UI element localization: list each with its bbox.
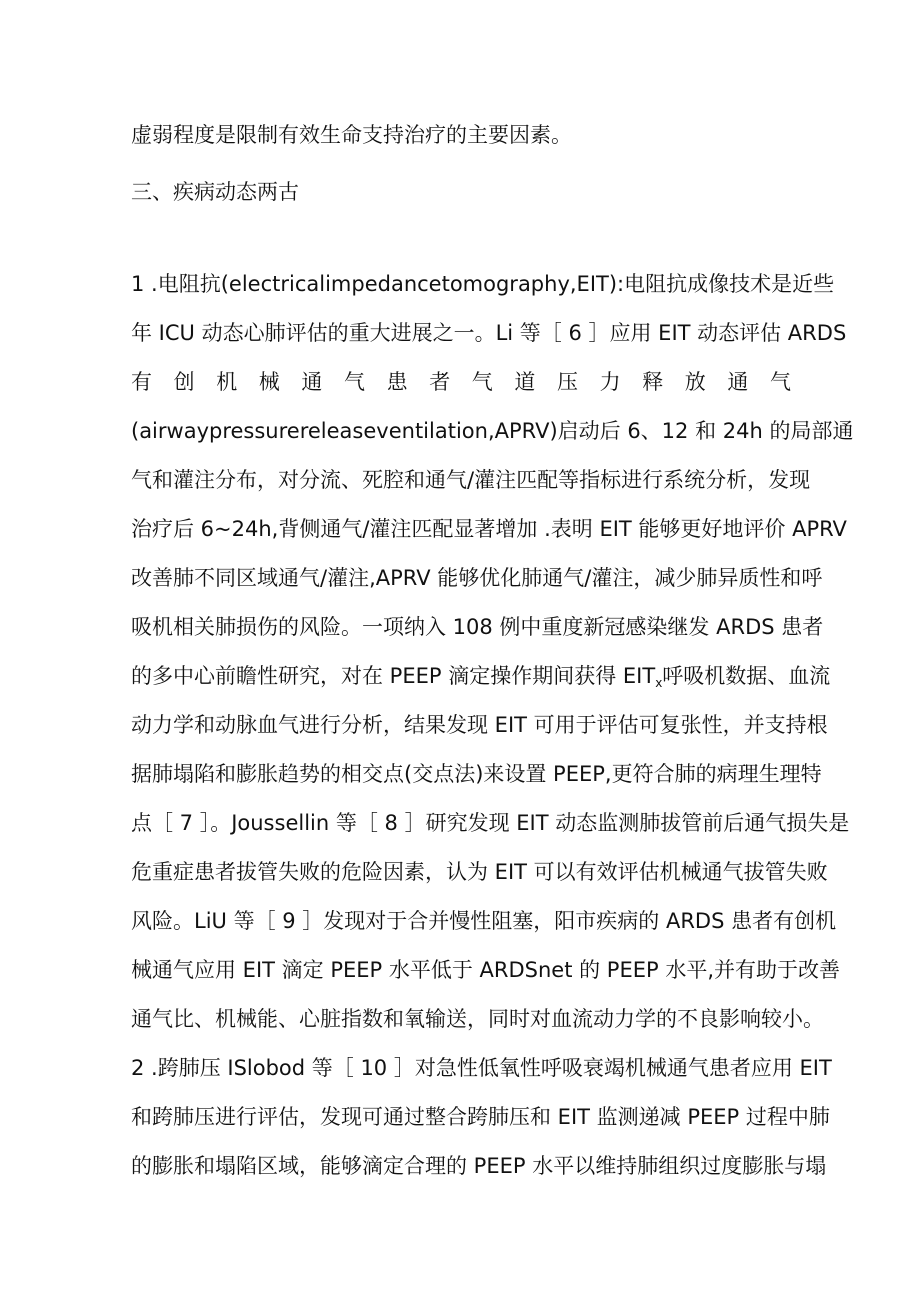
subscript: x (655, 676, 663, 690)
section-heading: 三、疾病动态两古 (131, 180, 299, 204)
paragraph-line: 虚弱程度是限制有效生命支持治疗的主要因素。 (131, 123, 572, 147)
paragraph-line: 年 ICU 动态心肺评估的重大进展之一。Li 等［ 6 ］应用 EIT 动态评估 ARDS (131, 321, 847, 345)
paragraph-line: 1 .电阻抗(electricalimpedancetomography,EIT):电阻抗成像技术是近些 (131, 272, 835, 296)
paragraph-line: 风险。LiU 等［ 9 ］发现对于合并慢性阻塞，阳市疾病的 ARDS 患者有创机 (131, 909, 837, 933)
paragraph-line (131, 661, 831, 691)
paragraph-line: (airwaypressurereleaseventilation,APRV)启动后 6、12 和 24h 的局部通 (131, 419, 854, 443)
paragraph-line: 据肺塌陷和膨胀趋势的相交点(交点法)来设置 PEEP,更符合肺的病理生理特 (131, 762, 822, 786)
paragraph-line: 械通气应用 EIT 滴定 PEEP 水平低于 ARDSnet 的 PEEP 水平,并有助于改善 (131, 958, 841, 982)
paragraph-text: 的多中心前瞻性研究，对在 PEEP 滴定操作期间获得 EIT (131, 664, 656, 688)
paragraph-line: 改善肺不同区域通气/灌注,APRV 能够优化肺通气/灌注，减少肺异质性和呼 (131, 566, 823, 590)
paragraph-line: 危重症患者拔管失败的危险因素，认为 EIT 可以有效评估机械通气拔管失败 (131, 860, 828, 884)
paragraph-line: 气和灌注分布，对分流、死腔和通气/灌注匹配等指标进行系统分析，发现 (131, 468, 811, 492)
paragraph-line: 有 创 机 械 通 气 患 者 气 道 压 力 释 放 通 气 (131, 370, 791, 394)
paragraph-line: 和跨肺压进行评估，发现可通过整合跨肺压和 EIT 监测递减 PEEP 过程中肺 (131, 1105, 830, 1129)
paragraph-text: 呼吸机数据、血流 (662, 664, 831, 688)
paragraph-line: 动力学和动脉血气进行分析，结果发现 EIT 可用于评估可复张性，并支持根 (131, 713, 828, 737)
paragraph-line: 通气比、机械能、心脏指数和氧输送，同时对血流动力学的不良影响较小。 (131, 1007, 824, 1031)
paragraph-line: 治疗后 6~24h,背侧通气/灌注匹配显著增加 .表明 EIT 能够更好地评价 APRV (131, 517, 847, 541)
paragraph-line: 吸机相关肺损伤的风险。一项纳入 108 例中重度新冠感染继发 ARDS 患者 (131, 615, 824, 639)
paragraph-line: 的膨胀和塌陷区域，能够滴定合理的 PEEP 水平以维持肺组织过度膨胀与塌 (131, 1154, 827, 1178)
paragraph-line: 点［ 7 ］。Joussellin 等［ 8 ］研究发现 EIT 动态监测肺拔管前后通气损失是 (131, 811, 850, 835)
paragraph-line: 2 .跨肺压 ISlobod 等［ 10 ］对急性低氧性呼吸衰竭机械通气患者应用 EIT (131, 1056, 832, 1080)
